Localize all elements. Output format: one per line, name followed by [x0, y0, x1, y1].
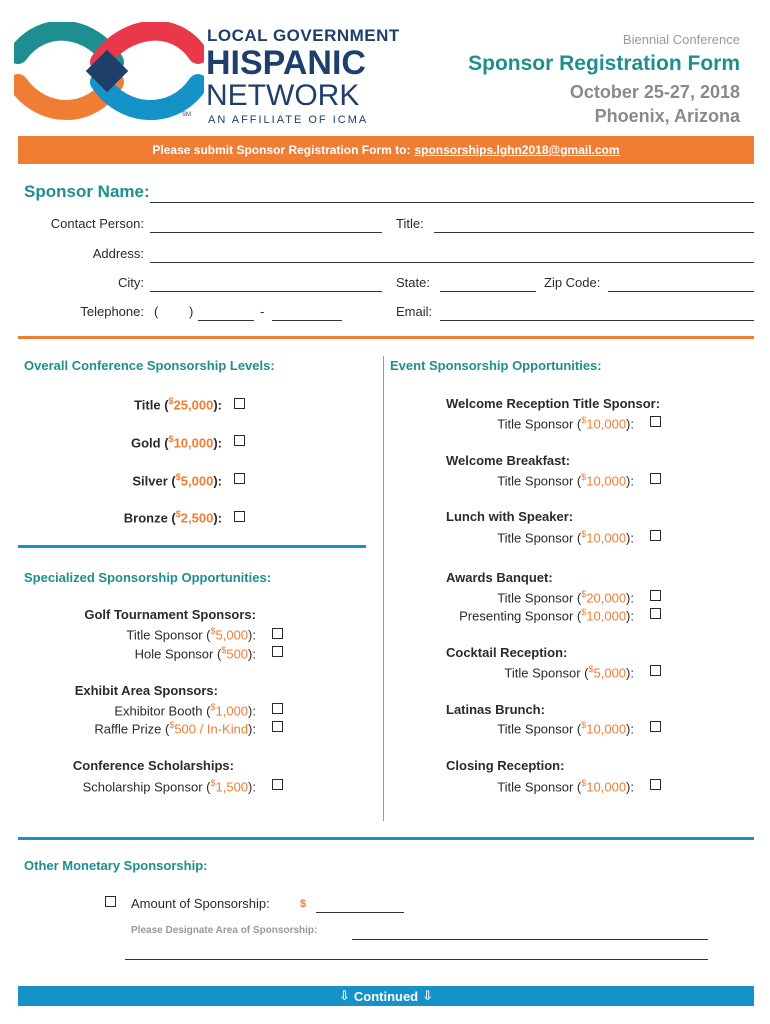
- banner-email-link[interactable]: sponsorships.lghn2018@gmail.com: [414, 143, 620, 157]
- overall-title-checkbox[interactable]: [234, 398, 245, 409]
- dollar-sign: $: [175, 509, 181, 519]
- banquet-heading: Awards Banquet:: [446, 570, 553, 585]
- designate-field-2[interactable]: [125, 959, 708, 960]
- lunch-price: 10,000: [586, 530, 627, 546]
- title-field[interactable]: [434, 232, 754, 233]
- dollar-sign: $: [581, 415, 587, 425]
- lunch-title-label: Title Sponsor: [497, 530, 574, 546]
- lghn-logo-mark: [14, 22, 204, 122]
- state-label: State:: [396, 275, 430, 290]
- brunch-heading: Latinas Brunch:: [446, 702, 545, 717]
- overall-item-bronze-name: Bronze: [123, 510, 168, 526]
- overall-item-title: Title ($25,000):: [134, 396, 222, 413]
- exhibit-raffle-item: Raffle Prize ($500 / In-Kind):: [94, 720, 256, 737]
- overall-item-title-name: Title: [134, 397, 161, 413]
- dollar-sign: $: [588, 664, 594, 674]
- conference-kicker: Biennial Conference: [622, 32, 740, 47]
- state-field[interactable]: [440, 291, 536, 292]
- contact-person-field[interactable]: [150, 232, 382, 233]
- dollar-sign: $: [210, 778, 216, 788]
- overall-heading: Overall Conference Sponsorship Levels:: [24, 358, 275, 373]
- exhibit-booth-item: Exhibitor Booth ($1,000):: [114, 702, 256, 719]
- dollar-sign: $: [169, 720, 175, 730]
- events-heading: Event Sponsorship Opportunities:: [390, 358, 602, 373]
- cocktail-title-label: Title Sponsor: [504, 665, 581, 681]
- lunch-item: Title Sponsor ($10,000):: [497, 529, 634, 546]
- continued-bar: [18, 986, 754, 1006]
- welcome-heading: Welcome Reception Title Sponsor:: [446, 396, 661, 411]
- welcome-title-label: Title Sponsor: [497, 416, 574, 432]
- leaf-icon-left: ⇩: [338, 988, 350, 1003]
- cocktail-heading: Cocktail Reception:: [446, 645, 568, 660]
- scholar-checkbox[interactable]: [272, 779, 283, 790]
- banquet-title-checkbox[interactable]: [650, 590, 661, 601]
- overall-item-gold-name: Gold: [130, 435, 161, 451]
- zip-field[interactable]: [608, 291, 754, 292]
- overall-silver-checkbox[interactable]: [234, 473, 245, 484]
- lunch-checkbox[interactable]: [650, 530, 661, 541]
- exhibit-booth-checkbox[interactable]: [272, 703, 283, 714]
- continued-label: Continued: [353, 988, 419, 1004]
- banquet-presenting-item: Presenting Sponsor ($10,000):: [459, 607, 634, 624]
- banner-text: Please submit Sponsor Registration Form to:: [152, 143, 411, 157]
- email-field[interactable]: [440, 320, 754, 321]
- dollar-sign: $: [581, 778, 587, 788]
- form-title: Sponsor Registration Form: [468, 52, 740, 75]
- scholar-label: Scholarship Sponsor: [82, 779, 203, 795]
- closing-heading: Closing Reception:: [446, 758, 565, 773]
- exhibit-heading: Exhibit Area Sponsors:: [74, 683, 218, 698]
- banquet-presenting-checkbox[interactable]: [650, 608, 661, 619]
- column-divider: [383, 356, 384, 821]
- logo-line-1: LOCAL GOVERNMENT: [207, 26, 400, 45]
- welcome-price: 10,000: [586, 416, 627, 432]
- address-field[interactable]: [150, 262, 754, 263]
- closing-price: 10,000: [586, 779, 627, 795]
- dollar-sign: $: [581, 529, 587, 539]
- other-currency: $: [300, 898, 307, 910]
- contact-person-label: Contact Person:: [50, 216, 144, 231]
- address-label: Address:: [92, 246, 144, 261]
- scholar-item: Scholarship Sponsor ($1,500):: [82, 778, 256, 795]
- tel-line-field[interactable]: [272, 320, 342, 321]
- logo-line-3: NETWORK: [206, 79, 360, 112]
- exhibit-booth-label: Exhibitor Booth: [114, 703, 203, 719]
- exhibit-booth-price: 1,000: [215, 703, 249, 719]
- tel-prefix-field[interactable]: [198, 320, 254, 321]
- dollar-sign: $: [168, 396, 174, 406]
- golf-hole-item: Hole Sponsor ($500):: [134, 645, 256, 662]
- dollar-sign: $: [221, 645, 227, 655]
- dollar-sign: $: [210, 626, 216, 636]
- logo-sm-mark: SM: [182, 112, 191, 118]
- golf-title-price: 5,000: [215, 627, 249, 643]
- breakfast-checkbox[interactable]: [650, 473, 661, 484]
- title-label: Title:: [396, 216, 424, 231]
- cocktail-checkbox[interactable]: [650, 665, 661, 676]
- golf-heading: Golf Tournament Sponsors:: [84, 607, 256, 622]
- events-divider: [18, 837, 754, 840]
- exhibit-raffle-label: Raffle Prize: [94, 721, 162, 737]
- specialized-heading: Specialized Sponsorship Opportunities:: [24, 570, 272, 585]
- logo-line-2: HISPANIC: [206, 44, 366, 82]
- welcome-item: Title Sponsor ($10,000):: [497, 415, 634, 432]
- closing-title-label: Title Sponsor: [497, 779, 574, 795]
- leaf-icon-right: ⇩: [422, 988, 434, 1003]
- overall-item-title-price: 25,000: [173, 397, 214, 413]
- golf-title-label: Title Sponsor: [126, 627, 203, 643]
- golf-title-checkbox[interactable]: [272, 628, 283, 639]
- city-label: City:: [118, 275, 144, 290]
- email-label: Email:: [396, 304, 433, 319]
- overall-item-bronze: Bronze ($2,500):: [123, 509, 222, 526]
- brunch-title-label: Title Sponsor: [497, 721, 574, 737]
- cocktail-price: 5,000: [593, 665, 627, 681]
- telephone-label: Telephone:: [80, 304, 144, 319]
- overall-bronze-checkbox[interactable]: [234, 511, 245, 522]
- overall-item-gold: Gold ($10,000):: [130, 434, 222, 451]
- banquet-title-label: Title Sponsor: [497, 590, 574, 606]
- tel-open-paren: (: [154, 304, 159, 319]
- tel-close-paren: ): [189, 304, 194, 319]
- overall-item-bronze-price: 2,500: [180, 510, 214, 526]
- designate-field-1[interactable]: [352, 939, 708, 940]
- golf-title-item: Title Sponsor ($5,000):: [126, 626, 256, 643]
- banquet-presenting-price: 10,000: [586, 608, 627, 624]
- other-heading: Other Monetary Sponsorship:: [24, 858, 208, 873]
- breakfast-title-label: Title Sponsor: [497, 473, 574, 489]
- contact-divider: [18, 336, 754, 339]
- submit-banner: [18, 136, 754, 164]
- overall-item-silver: Silver ($5,000):: [132, 472, 222, 489]
- lunch-heading: Lunch with Speaker:: [446, 509, 574, 524]
- dollar-sign: $: [175, 472, 181, 482]
- closing-checkbox[interactable]: [650, 779, 661, 790]
- sponsor-name-field[interactable]: [150, 202, 754, 203]
- other-amount-label: Amount of Sponsorship:: [131, 896, 270, 911]
- overall-item-gold-price: 10,000: [173, 435, 214, 451]
- breakfast-price: 10,000: [586, 473, 627, 489]
- dollar-sign: $: [581, 472, 587, 482]
- closing-item: Title Sponsor ($10,000):: [497, 778, 634, 795]
- dollar-sign: $: [581, 589, 587, 599]
- dollar-sign: $: [210, 702, 216, 712]
- exhibit-raffle-checkbox[interactable]: [272, 721, 283, 732]
- city-field[interactable]: [150, 291, 382, 292]
- designate-label: Please Designate Area of Sponsorship:: [131, 925, 318, 936]
- other-amount-field[interactable]: [316, 912, 404, 913]
- overall-item-silver-price: 5,000: [180, 473, 214, 489]
- overall-gold-checkbox[interactable]: [234, 435, 245, 446]
- dollar-sign: $: [581, 720, 587, 730]
- conference-dates: October 25-27, 2018: [569, 82, 740, 102]
- brunch-item: Title Sponsor ($10,000):: [497, 720, 634, 737]
- logo-tagline: AN AFFILIATE OF ICMA: [208, 114, 369, 126]
- golf-hole-label: Hole Sponsor: [134, 646, 214, 662]
- banquet-title-price: 20,000: [586, 590, 627, 606]
- dollar-sign: $: [581, 607, 587, 617]
- brunch-price: 10,000: [586, 721, 627, 737]
- banquet-title-item: Title Sponsor ($20,000):: [497, 589, 634, 606]
- conference-location: Phoenix, Arizona: [594, 106, 740, 126]
- breakfast-item: Title Sponsor ($10,000):: [497, 472, 634, 489]
- overall-item-silver-name: Silver: [132, 473, 168, 489]
- breakfast-heading: Welcome Breakfast:: [446, 453, 571, 468]
- golf-hole-price: 500: [226, 646, 249, 662]
- sponsor-name-label: Sponsor Name:: [24, 182, 150, 201]
- scholar-price: 1,500: [215, 779, 249, 795]
- golf-hole-checkbox[interactable]: [272, 646, 283, 657]
- other-amount-checkbox[interactable]: [105, 896, 116, 907]
- exhibit-raffle-price: 500 / In-Kind: [174, 721, 249, 737]
- brunch-checkbox[interactable]: [650, 721, 661, 732]
- zip-label: Zip Code:: [544, 275, 601, 290]
- cocktail-item: Title Sponsor ($5,000):: [504, 664, 634, 681]
- tel-dash: -: [260, 304, 265, 319]
- dollar-sign: $: [168, 434, 174, 444]
- banquet-presenting-label: Presenting Sponsor: [459, 608, 574, 624]
- overall-divider: [18, 545, 366, 548]
- welcome-checkbox[interactable]: [650, 416, 661, 427]
- scholar-heading: Conference Scholarships:: [72, 758, 234, 773]
